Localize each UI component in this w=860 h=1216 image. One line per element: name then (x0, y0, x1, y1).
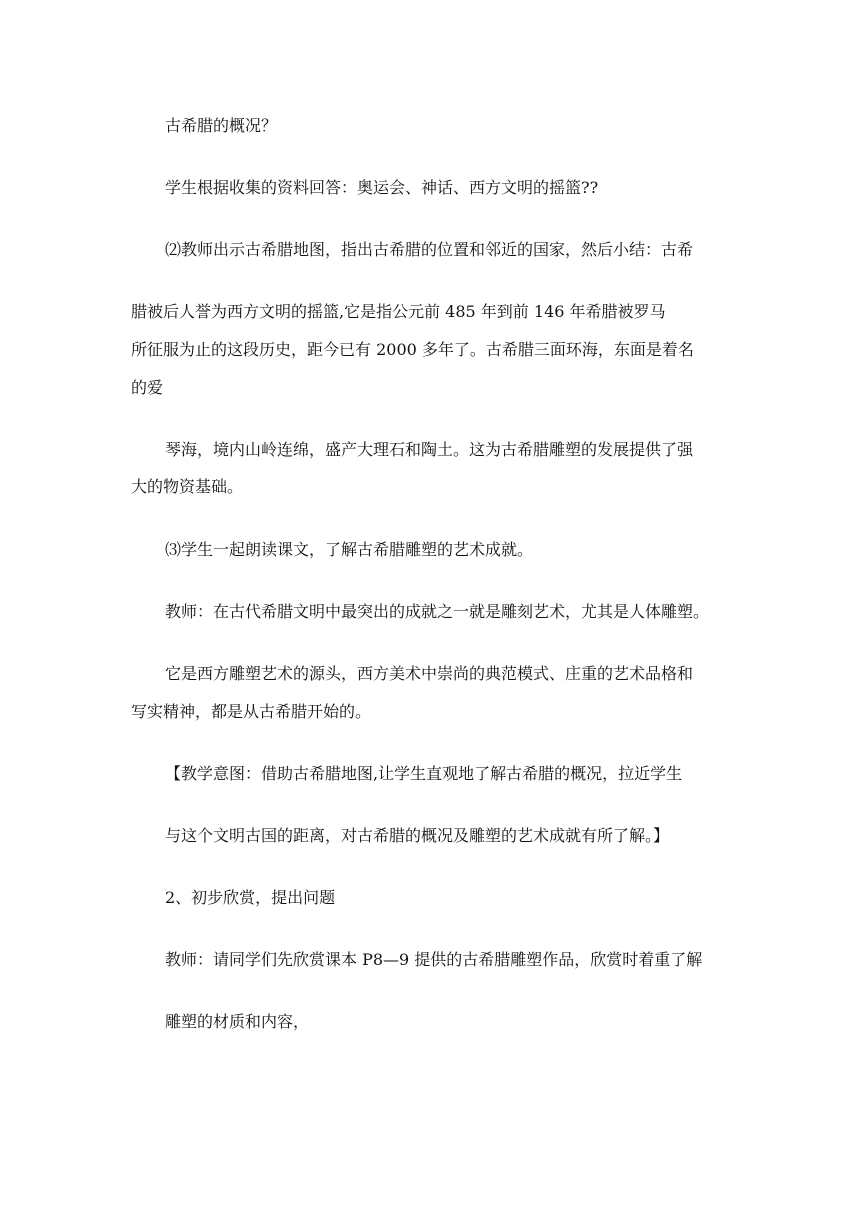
text-line: ⑶学生一起朗读课文，了解古希腊雕塑的艺术成就。 (165, 540, 534, 559)
text-line: 学生根据收集的资料回答：奥运会、神话、西方文明的摇篮?? (165, 178, 599, 197)
text-line: 所征服为止的这段历史，距今已有 2000 多年了。古希腊三面环海，东面是着名 (131, 340, 694, 359)
text-line: 教师：在古代希腊文明中最突出的成就之一就是雕刻艺术，尤其是人体雕塑。 (165, 602, 710, 621)
text-line: 大的物资基础。 (131, 477, 244, 496)
text-line: 写实精神，都是从古希腊开始的。 (131, 702, 372, 721)
text-line: 【教学意图：借助古希腊地图,让学生直观地了解古希腊的概况，拉近学生 (165, 764, 683, 783)
text-line: 2、初步欣赏，提出问题 (165, 888, 336, 907)
text-line: 琴海，境内山岭连绵，盛产大理石和陶土。这为古希腊雕塑的发展提供了强 (165, 440, 694, 459)
text-line: 的爱 (131, 378, 164, 397)
text-line: ⑵教师出示古希腊地图，指出古希腊的位置和邻近的国家，然后小结：古希 (165, 240, 694, 259)
text-line: 古希腊的概况？ (165, 116, 278, 135)
text-line: 教师：请同学们先欣赏课本 P8—9 提供的古希腊雕塑作品，欣赏时着重了解 (165, 950, 703, 969)
text-line: 它是西方雕塑艺术的源头，西方美术中崇尚的典范模式、庄重的艺术品格和 (165, 664, 694, 683)
text-line: 与这个文明古国的距离，对古希腊的概况及雕塑的艺术成就有所了解。】 (165, 826, 670, 845)
text-line: 雕塑的材质和内容， (165, 1012, 310, 1031)
text-line: 腊被后人誉为西方文明的摇篮,它是指公元前 485 年到前 146 年希腊被罗马 (131, 302, 666, 321)
